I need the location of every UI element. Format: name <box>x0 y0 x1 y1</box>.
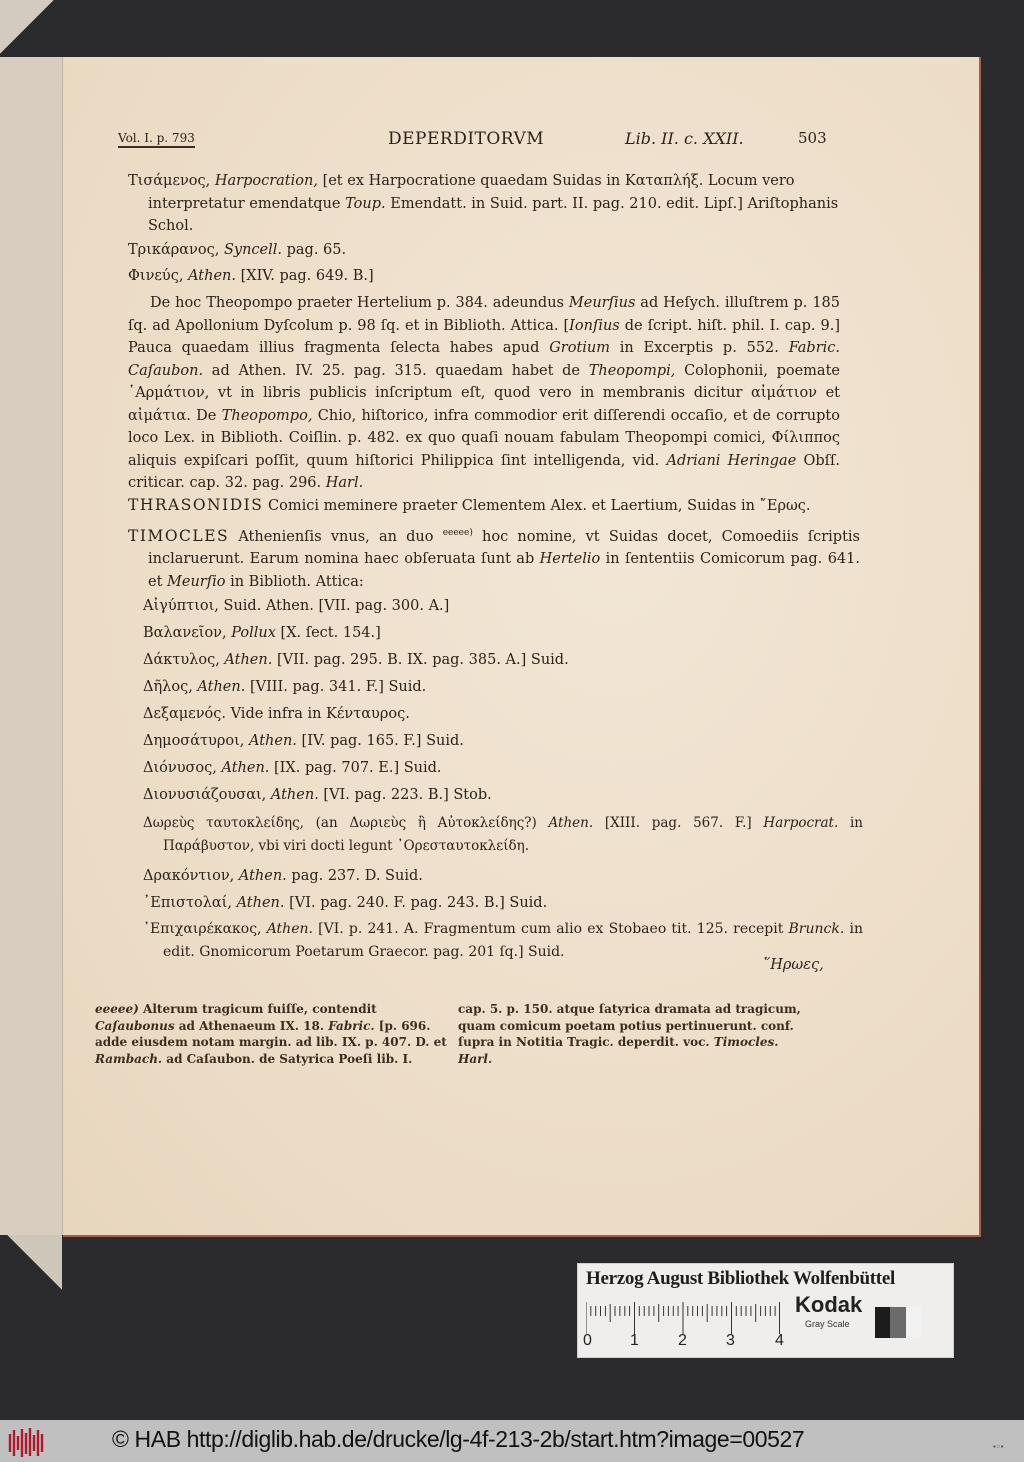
entry-text: pag. 237. D. Suid. <box>291 868 423 884</box>
entry-text: [XIV. pag. 649. B.] <box>240 268 374 284</box>
list-item <box>143 730 863 753</box>
copyright-url[interactable]: © HAB http://diglib.hab.de/drucke/lg-4f-213-2b/start.htm?image=00527 <box>112 1426 805 1452</box>
source: Athen. <box>197 679 246 695</box>
hab-logo-icon[interactable] <box>6 1426 48 1458</box>
ruler-number: 2 <box>678 1332 687 1349</box>
text: cap. 5. p. 150. atque ſatyrica dramata ad tragicum, quam comicum poetam potius pertinuerunt. conf. ſupra in Notitia Tragic. deperdit. voc. <box>458 1002 801 1049</box>
footer-bar <box>0 1420 1024 1462</box>
list-item <box>143 812 863 857</box>
entry-text: [VI. pag. 223. B.] Stob. <box>323 787 492 803</box>
previous-page-edge-bottom <box>0 1235 62 1295</box>
greek-title: Τισάμενος, <box>128 173 211 189</box>
entry-text: [IX. pag. 707. E.] Suid. <box>274 760 442 776</box>
volume-reference: Vol. I. p. 793 <box>118 131 195 148</box>
entry-text: Suid. Athen. [VII. pag. 300. A.] <box>223 598 450 614</box>
source: Athen. <box>270 787 319 803</box>
citation: Rambach. <box>95 1051 163 1066</box>
text: ad Athenaeum IX. 18. <box>174 1018 329 1033</box>
list-item <box>143 622 863 645</box>
entry-text: hoc nomine, vt Suidas docet, Comoediis ſcriptis inclaruerunt. Earum nomina haec obſeruata ſunt ab <box>148 528 860 568</box>
citation: Fabric. <box>328 1018 375 1033</box>
citation: Harl. <box>325 475 364 491</box>
ruler-number: 0 <box>583 1332 592 1349</box>
text: Obſſ. criticar. cap. 32. pag. 296. <box>128 452 840 491</box>
greek-title: Αἰγύπτιοι, <box>143 598 219 614</box>
entry-text: [VI. pag. 240. F. pag. 243. B.] Suid. <box>289 895 548 911</box>
greek-title: ᾿Επιχαιρέκακος, <box>143 921 262 937</box>
citation: Caſaubonus <box>95 1018 175 1033</box>
source: Toup. <box>345 195 386 212</box>
text: ad Athen. IV. 25. pag. 315. quaedam habet de <box>203 362 589 379</box>
source: Syncell. <box>223 242 282 258</box>
text: De hoc Theopompo praeter Hertelium p. 384. adeundus <box>150 295 569 311</box>
entry-tisamenos <box>128 170 860 238</box>
library-name: Herzog August Bibliothek Wolfenbüttel <box>586 1268 895 1289</box>
previous-page-edge <box>0 57 63 1235</box>
running-title: DEPERDITORVM <box>388 129 545 149</box>
citation: Theopompi, <box>588 362 676 379</box>
greek-title: Φινεύς, <box>128 268 184 284</box>
ruler-icon <box>586 1302 780 1334</box>
theopompus-paragraph <box>128 292 840 495</box>
source: Pollux <box>231 625 276 641</box>
greek-title: ᾿Επιστολαί, <box>143 895 232 911</box>
greek-title: Διόνυσος, <box>143 760 217 776</box>
source: Athen. <box>188 268 236 284</box>
entry-text: [X. ſect. 154.] <box>280 625 381 641</box>
entry-phineus <box>128 265 860 288</box>
swatch-white <box>906 1307 921 1338</box>
ruler-number: 3 <box>726 1332 735 1349</box>
greek-title: Βαλανεῖον, <box>143 625 227 641</box>
author-name: TIMOCLES <box>128 526 230 545</box>
list-item <box>143 703 863 726</box>
source: Athen. <box>249 733 297 749</box>
source: Athen. <box>221 760 270 776</box>
entry-timocles <box>128 522 860 593</box>
citation: Caſaubon. <box>128 362 204 379</box>
list-item <box>143 784 863 807</box>
book-chapter: Lib. II. c. XXII. <box>625 129 744 148</box>
citation: Timocles. <box>713 1035 779 1049</box>
source: Athen. <box>238 868 287 884</box>
greek-title: Δωρεὺς ταυτοκλείδης, <box>143 815 304 831</box>
text: [p. 696. adde eiusdem notam margin. ad lib. IX. p. 407. D. et <box>95 1018 447 1049</box>
citation: Theopompo, <box>221 407 313 424</box>
ruler-number: 4 <box>775 1332 784 1349</box>
entry-text: Vide infra in Κένταυρος. <box>230 706 410 722</box>
list-item <box>143 757 863 780</box>
source: Harpocration, <box>214 173 318 189</box>
entry-text: (an Δωριεὺς ἢ Αὐτοκλείδης?) <box>315 815 549 831</box>
entry-text: Emendatt. in Suid. part. II. pag. 210. edit. Lipſ.] Ariſtophanis Schol. <box>148 195 839 234</box>
list-item <box>143 918 863 963</box>
text: Colophonii, poemate ῾Αρμάτιον, vt in libris publicis inſcriptum eſt, quod vero in membranis dicitur αἰμάτιον et αἰμάτια. De <box>128 362 840 424</box>
entry-text: Comici meminere praeter Clementem Alex. et Laertium, Suidas in ῎Ερως. <box>263 498 811 514</box>
source: Athen. <box>224 652 273 668</box>
greek-title: Τρικάρανος, <box>128 242 220 258</box>
entry-text: in Biblioth. Attica: <box>225 573 364 590</box>
entry-text: [VI. p. 241. A. Fragmentum cum alio ex Stobaeo tit. 125. recepit <box>318 921 789 937</box>
greek-title: Δημοσάτυροι, <box>143 733 245 749</box>
greek-title: Δάκτυλος, <box>143 652 220 668</box>
running-header <box>118 129 838 151</box>
entry-text: pag. 65. <box>286 242 347 258</box>
list-item <box>143 676 863 699</box>
entry-text: in edit. Gnomicorum Poetarum Graecor. pag. 201 ſq.] Suid. <box>163 921 863 960</box>
citation: Adriani Heringae <box>666 452 797 469</box>
kodak-logo: Kodak <box>795 1292 863 1317</box>
entry-trikaranos <box>128 239 860 262</box>
greek-title: Διονυσιάζουσαι, <box>143 787 267 803</box>
citation: Hertelio <box>539 551 601 568</box>
entry-text: in Παράβυστον, vbi viri docti legunt ᾿Ορεσταυτοκλείδη. <box>163 815 863 854</box>
entry-thrasonidis <box>128 494 860 518</box>
entry-text: [XIII. pag. 567. F.] <box>593 815 764 831</box>
footer-icons[interactable]: ▪▫▪ <box>993 1442 1005 1451</box>
citation: Harl. <box>458 1051 493 1066</box>
swatch-gray <box>890 1307 905 1338</box>
list-item <box>143 892 863 915</box>
text: ad Caſaubon. de Satyrica Poeſi lib. I. <box>162 1051 413 1066</box>
list-item <box>143 865 863 888</box>
footnote-marker: eeeee) <box>442 528 473 538</box>
ruler-number: 1 <box>630 1332 639 1349</box>
text: Alterum tragicum fuiſſe, contendit <box>138 1002 377 1016</box>
greek-title: Δῆλος, <box>143 679 193 695</box>
list-item <box>143 649 863 672</box>
text: Chio, hiſtorico, infra commodior erit diſſerendi occaſio, et de corrupto loco Lex. in Biblioth. Coiſlin. p. 482. ex quo quaſi nouam fabulam Theopompi comici, Φίλιππος aliquis expiſcari poſſit, quum hiſtorici Philippica ſint intelligenda, vid. <box>128 407 840 469</box>
book-page <box>63 57 981 1237</box>
author-name: THRASONIDIS <box>128 496 264 514</box>
source: Harpocrat. <box>763 815 839 831</box>
citation: Meurſius <box>568 295 636 311</box>
greek-title: Δρακόντιον, <box>143 868 235 884</box>
text: in Excerptis p. 552. <box>610 340 789 356</box>
previous-page-edge-top <box>0 0 62 57</box>
entry-text: Athenienſis vnus, an duo <box>229 528 443 545</box>
citation: Grotium <box>549 340 610 356</box>
gray-scale-swatch <box>875 1307 921 1338</box>
footnote-left-column <box>85 1001 450 1067</box>
citation: Meurſio <box>167 573 226 590</box>
calibration-card <box>577 1263 954 1358</box>
footnote-marker: eeeee) <box>95 1002 139 1016</box>
text: de ſcript. hiſt. phil. I. cap. 9.] Pauca quaedam illius fragmenta ſelecta habes apud <box>128 317 841 356</box>
ruler-scale <box>583 1332 803 1352</box>
entry-text: [VII. pag. 295. B. IX. pag. 385. A.] Suid. <box>276 652 569 668</box>
entry-text: in ſententiis Comicorum pag. 641. et <box>148 551 860 590</box>
entry-text: [IV. pag. 165. F.] Suid. <box>301 733 464 749</box>
list-item <box>143 595 863 618</box>
page-number: 503 <box>798 129 827 147</box>
source: Brunck. <box>788 921 845 937</box>
catchword: ῞Ηρωες, <box>763 957 824 973</box>
footnote-right-column <box>458 1001 813 1067</box>
gray-scale-label: Gray Scale <box>805 1319 850 1329</box>
citation: Fabric. <box>788 340 840 356</box>
citation: Ionſius <box>569 317 620 334</box>
greek-title: Δεξαμενός. <box>143 706 226 722</box>
source: Athen. <box>236 895 285 911</box>
entry-text: [VIII. pag. 341. F.] Suid. <box>249 679 427 695</box>
source: Athen. <box>548 815 594 831</box>
source: Athen. <box>266 921 313 937</box>
text: ad Heſych. illuſtrem p. 185 ſq. ad Apollonium Dyſcolum p. 98 ſq. et in Biblioth. Attica. [ <box>128 295 840 334</box>
entry-text: [et ex Harpocratione quaedam Suidas in Καταπλήξ. Locum vero interpretatur emendatque <box>148 173 795 212</box>
swatch-black <box>875 1307 890 1338</box>
